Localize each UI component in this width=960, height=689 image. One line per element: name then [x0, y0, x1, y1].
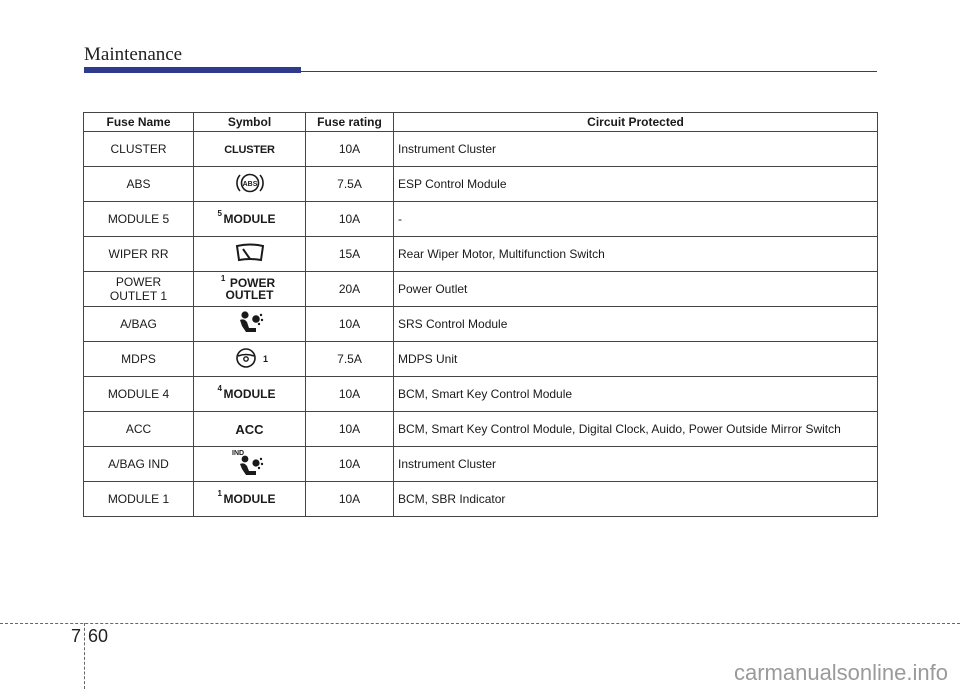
module-label: MODULE — [223, 492, 276, 506]
page-number: 60 — [88, 626, 109, 646]
module-symbol — [217, 489, 276, 506]
circuit-protected: Instrument Cluster — [394, 132, 878, 167]
watermark: carmanualsonline.info — [733, 660, 948, 685]
power-outlet-line: OUTLET — [225, 287, 274, 302]
table-row — [84, 342, 878, 377]
fuse-name: A/BAG — [84, 307, 194, 342]
fuse-name: ACC — [84, 412, 194, 447]
circuit-protected: BCM, Smart Key Control Module, Digital Clock, Auido, Power Outside Mirror Switch — [394, 412, 878, 447]
module-symbol — [217, 209, 276, 226]
circuit-protected: - — [394, 202, 878, 237]
fuse-symbol — [194, 307, 306, 342]
column-header-fuse-name: Fuse Name — [84, 113, 194, 132]
table-row — [84, 307, 878, 342]
fuse-rating: 10A — [306, 307, 394, 342]
circuit-protected: BCM, SBR Indicator — [394, 482, 878, 517]
fuse-rating: 10A — [306, 447, 394, 482]
circuit-protected: MDPS Unit — [394, 342, 878, 377]
section-title: Maintenance — [84, 44, 183, 65]
fuse-name — [84, 272, 194, 307]
power-outlet-number: 1 — [220, 273, 226, 283]
fuse-name-line: OUTLET 1 — [109, 289, 168, 303]
table-row — [84, 272, 878, 307]
acc-symbol: ACC — [235, 421, 264, 437]
fuse-name: MODULE 5 — [84, 202, 194, 237]
table-row — [84, 447, 878, 482]
table-header-row — [84, 113, 878, 132]
fuse-symbol — [194, 167, 306, 202]
table-row — [84, 482, 878, 517]
fuse-symbol — [194, 132, 306, 167]
fuse-name: A/BAG IND — [84, 447, 194, 482]
fuse-name: ABS — [84, 167, 194, 202]
module-label: MODULE — [223, 387, 276, 401]
circuit-protected: Rear Wiper Motor, Multifunction Switch — [394, 237, 878, 272]
column-header-circuit-protected: Circuit Protected — [394, 113, 878, 132]
column-header-fuse-rating: Fuse rating — [306, 113, 394, 132]
fuse-rating: 10A — [306, 202, 394, 237]
airbag-indicator-icon — [230, 448, 270, 478]
fuse-symbol — [194, 482, 306, 517]
circuit-protected: ESP Control Module — [394, 167, 878, 202]
fuse-rating: 10A — [306, 482, 394, 517]
module-number: 1 — [217, 489, 222, 498]
airbag-icon — [235, 310, 265, 336]
footer-divider-horizontal — [0, 623, 960, 624]
rear-wiper-icon — [234, 242, 266, 264]
fuse-name-line: POWER — [115, 275, 162, 289]
header-rule — [84, 67, 877, 73]
fuse-rating: 7.5A — [306, 342, 394, 377]
module-number: 4 — [217, 384, 222, 393]
header-rule-thick — [84, 67, 301, 73]
module-symbol — [217, 384, 276, 401]
table-row — [84, 237, 878, 272]
column-header-symbol: Symbol — [194, 113, 306, 132]
fuse-rating: 10A — [306, 412, 394, 447]
circuit-protected: Power Outlet — [394, 272, 878, 307]
header-rule-thin — [301, 71, 877, 72]
circuit-protected: Instrument Cluster — [394, 447, 878, 482]
fuse-rating: 10A — [306, 132, 394, 167]
power-outlet-symbol — [220, 273, 276, 302]
mdps-number: 1 — [262, 353, 268, 364]
fuse-symbol — [194, 237, 306, 272]
fuse-symbol — [194, 202, 306, 237]
fuse-rating: 10A — [306, 377, 394, 412]
fuse-symbol — [194, 342, 306, 377]
fuse-symbol — [194, 412, 306, 447]
fuse-rating: 7.5A — [306, 167, 394, 202]
circuit-protected: BCM, Smart Key Control Module — [394, 377, 878, 412]
chapter-number: 7 — [71, 626, 82, 646]
circuit-protected: SRS Control Module — [394, 307, 878, 342]
fuse-name: MODULE 1 — [84, 482, 194, 517]
module-number: 5 — [217, 209, 222, 218]
abs-label: ABS — [242, 180, 257, 188]
power-outlet-line: POWER — [229, 275, 276, 290]
table-row — [84, 132, 878, 167]
fuse-name: WIPER RR — [84, 237, 194, 272]
fuse-symbol — [194, 272, 306, 307]
fuse-rating: 15A — [306, 237, 394, 272]
table-row — [84, 412, 878, 447]
fuse-table — [83, 112, 878, 517]
ind-label: IND — [231, 449, 244, 457]
steering-wheel-icon — [230, 345, 270, 371]
footer-divider-vertical — [84, 623, 85, 689]
table-row — [84, 202, 878, 237]
abs-icon — [235, 170, 265, 196]
table-row — [84, 377, 878, 412]
fuse-name: MODULE 4 — [84, 377, 194, 412]
fuse-symbol — [194, 447, 306, 482]
fuse-symbol — [194, 377, 306, 412]
fuse-name: CLUSTER — [84, 132, 194, 167]
table-row — [84, 167, 878, 202]
fuse-name: MDPS — [84, 342, 194, 377]
cluster-symbol: CLUSTER — [224, 144, 275, 156]
module-label: MODULE — [223, 212, 276, 226]
fuse-rating: 20A — [306, 272, 394, 307]
